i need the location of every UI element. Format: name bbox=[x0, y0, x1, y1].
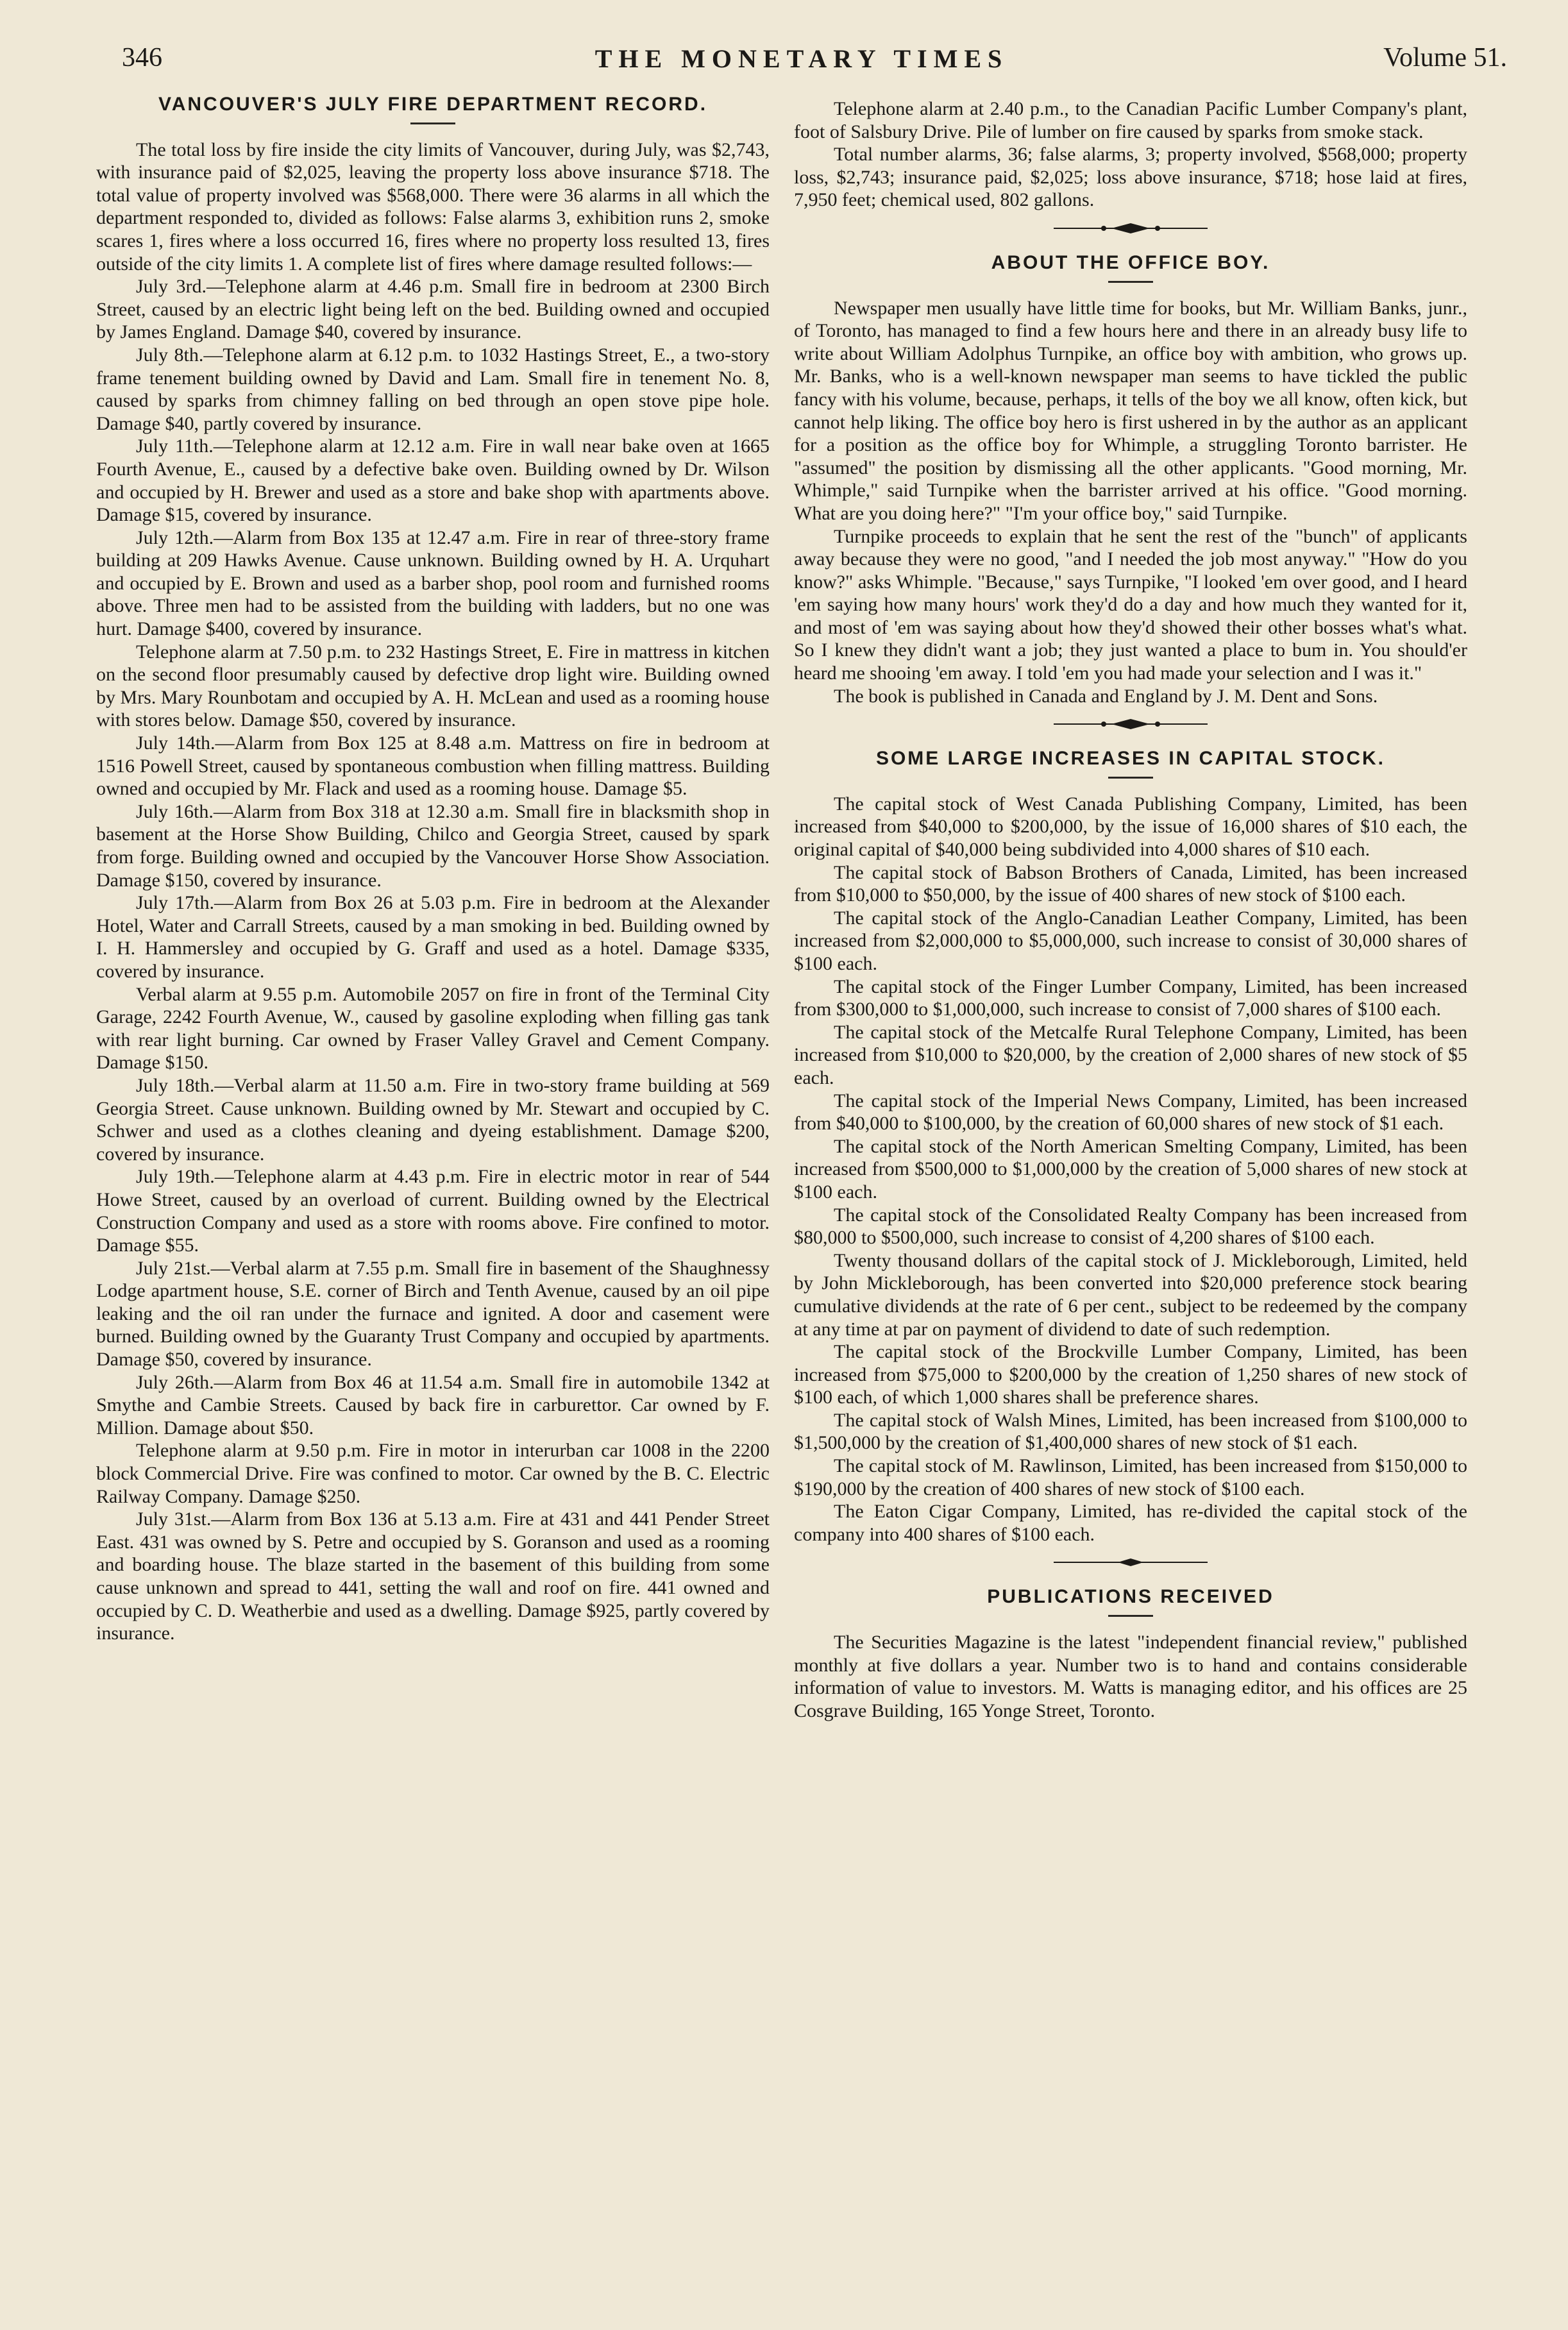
vancouver-paragraph: Telephone alarm at 7.50 p.m. to 232 Hastings Street, E. Fire in mattress in kitchen on the second floor presumably caused by defective drop light wire. Building owned by Mrs. Mary Rounbotam and occupied by A. H. McLean and used as a rooming house with stores below. Damage $50, covered by insurance. bbox=[96, 641, 770, 731]
ornamental-rule-icon bbox=[794, 1552, 1467, 1569]
capital-stock-paragraph: The capital stock of the Metcalfe Rural Telephone Company, Limited, has been increased from $10,000 to $20,000, by the creation of 2,000 shares of new stock of $5 each. bbox=[794, 1021, 1467, 1088]
magazine-page bbox=[96, 38, 1507, 2309]
vancouver-paragraph: July 31st.—Alarm from Box 136 at 5.13 a.m. Fire at 431 and 441 Pender Street East. 431 was owned by S. Petre and occupied by S. Goranson and used as a rooming and boarding house. The blaze started in the basement of this building from some cause unknown and spread to 441, setting the wall and roof on fire. 441 owned and occupied by C. D. Weatherbie and used as a dwelling. Damage $925, partly covered by insurance. bbox=[96, 1508, 770, 1644]
vancouver-paragraph: July 17th.—Alarm from Box 26 at 5.03 p.m. Fire in bedroom at the Alexander Hotel, Water and Carrall Streets, caused by a man smoking in bed. Building owned by I. H. Hammersley and occupied by G. Graff and used as a hotel. Damage $335, covered by insurance. bbox=[96, 892, 770, 982]
publications-heading: PUBLICATIONS RECEIVED bbox=[987, 1586, 1274, 1608]
capital-stock-paragraph: Twenty thousand dollars of the capital stock of J. Mickleborough, Limited, held by John Mickleborough, has been converted into $20,000 preference stock bearing cumulative dividends at the rate of 6 per cent., subject to be redeemed by the company at any time at par on payment of dividend to date of such redemption. bbox=[794, 1249, 1467, 1340]
capital-stock-paragraph: The capital stock of West Canada Publishing Company, Limited, has been increased from $40,000 to $200,000, by the issue of 16,000 shares of $10 each, the original capital of $40,000 being subdivided into 4,000 shares of $10 each. bbox=[794, 793, 1467, 861]
capital-stock-paragraph: The capital stock of the Anglo-Canadian Leather Company, Limited, has been increased from $2,000,000 to $5,000,000, such increase to consist of 30,000 shares of $100 each. bbox=[794, 907, 1467, 974]
publications-paragraph: The Securities Magazine is the latest "independent financial review," published monthly at five dollars a year. Number two is to hand and contains considerable information of value to investors. M. Watts is managing editor, and his offices are 25 Cosgrave Building, 165 Yonge Street, Toronto. bbox=[794, 1632, 1467, 1721]
capital-stock-paragraph: The capital stock of Babson Brothers of Canada, Limited, has been increased from $10,000 to $50,000, by the issue of 400 shares of new stock of $100 each. bbox=[794, 861, 1467, 906]
page-header bbox=[96, 38, 1507, 77]
vancouver-paragraph: July 8th.—Telephone alarm at 6.12 p.m. to 1032 Hastings Street, E., a two-story frame tenement building owned by David and Lam. Small fire in tenement No. 8, caused by sparks from chimney falling on bed through an open stove pipe hole. Damage $40, partly covered by insurance. bbox=[96, 344, 770, 434]
office-boy-paragraph: Turnpike proceeds to explain that he sent the rest of the "bunch" of applicants away because they were no good, "and I needed the job most anyway." "How do you know?" asks Whimple. "Because," says Turnpike, "I looked 'em over good, and I heard 'em saying how many hours' work they'd do a day and how much they wanted for it, and most of 'em was saying about how they'd showed their other bosses what's what. So I knew they didn't want a job; they just wanted a place to bum in. You should'er heard me shooing 'em away. I told 'em you had made your selection and I was it." bbox=[794, 525, 1467, 684]
capital-stock-paragraph: The capital stock of the Finger Lumber Company, Limited, has been increased from $300,000 to $1,000,000, such increase to consist of 7,000 shares of $100 each. bbox=[794, 975, 1467, 1020]
vancouver-paragraph: July 16th.—Alarm from Box 318 at 12.30 a.m. Small fire in blacksmith shop in basement at the Horse Show Building, Chilco and Georgia Street, caused by spark from forge. Building owned and occupied by the Vancouver Horse Show Association. Damage $150, covered by insurance. bbox=[96, 800, 770, 891]
vancouver-paragraph: July 26th.—Alarm from Box 46 at 11.54 a.m. Small fire in automobile 1342 at Smythe and Cambie Streets. Caused by back fire in carburettor. Car owned by F. Million. Damage about $50. bbox=[96, 1371, 770, 1439]
capital-stock-heading: SOME LARGE INCREASES IN CAPITAL STOCK. bbox=[875, 748, 1386, 770]
vancouver-heading: VANCOUVER'S JULY FIRE DEPARTMENT RECORD. bbox=[158, 94, 708, 115]
right-column bbox=[794, 97, 1467, 1722]
capital-stock-paragraph: The capital stock of the Brockville Lumber Company, Limited, has been increased from $75,000 to $200,000 by the creation of 1,250 shares of new stock of $100 each, of which 1,000 shares shall be preference shares. bbox=[794, 1341, 1467, 1408]
journal-title: THE MONETARY TIMES bbox=[594, 44, 1009, 73]
vancouver-paragraph: July 12th.—Alarm from Box 135 at 12.47 a.m. Fire in rear of three-story frame building at 209 Hawks Avenue. Cause unknown. Building owned by H. A. Urquhart and occupied by E. Brown and used as a barber shop, pool room and furnished rooms above. Three men had to be assisted from the building with ladders, but no one was hurt. Damage $400, covered by insurance. bbox=[96, 527, 770, 640]
capital-stock-paragraph: The capital stock of the Imperial News Company, Limited, has been increased from $40,000 to $100,000, by the creation of 60,000 shares of new stock of $1 each. bbox=[794, 1090, 1467, 1135]
vancouver-paragraph: July 19th.—Telephone alarm at 4.43 p.m. Fire in electric motor in rear of 544 Howe Street, caused by an overload of current. Building owned by the Electrical Construction Company and used as a store with rooms above. Fire confined to motor. Damage $55. bbox=[96, 1166, 770, 1256]
ornamental-rule-icon bbox=[794, 714, 1467, 730]
volume-label: Volume 51. bbox=[1383, 43, 1507, 72]
left-column bbox=[96, 93, 770, 1645]
vancouver-continued-paragraph: Total number alarms, 36; false alarms, 3; property involved, $568,000; property loss, $2,743; insurance paid, $2,025; loss above insurance, $718; hose laid at fires, 7,950 feet; chemical used, 802 gallons. bbox=[794, 144, 1467, 211]
vancouver-paragraph: July 18th.—Verbal alarm at 11.50 a.m. Fire in two-story frame building at 569 Georgia Street. Cause unknown. Building owned by Mr. Stewart and occupied by C. Schwer and used as a clothes cleaning and dyeing establishment. Damage $200, covered by insurance. bbox=[96, 1074, 770, 1165]
vancouver-paragraph: July 11th.—Telephone alarm at 12.12 a.m. Fire in wall near bake oven at 1665 Fourth Avenue, E., caused by a defective bake oven. Building owned by Dr. Wilson and occupied by H. Brewer and used as a store and bake shop with apartments above. Damage $15, covered by insurance. bbox=[96, 435, 770, 526]
vancouver-paragraph: Telephone alarm at 9.50 p.m. Fire in motor in interurban car 1008 in the 2200 block Commercial Drive. Fire was confined to motor. Car owned by the B. C. Electric Railway Company. Damage $250. bbox=[96, 1440, 770, 1507]
office-boy-paragraph: Newspaper men usually have little time for books, but Mr. William Banks, junr., of Toronto, has managed to find a few hours here and there in an already busy life to write about William Adolphus Turnpike, an office boy with ambition, who grows up. Mr. Banks, who is a well-known newspaper man seems to have tickled the public fancy with his volume, because, perhaps, it tells of the boy we all know, often kick, but cannot help liking. The office boy hero is first ushered in by the author as an applicant for a position as the office boy for Whimple, a struggling Toronto barrister. He "assumed" the position by dismissing all the other applicants. "Good morning, Mr. Whimple," said Turnpike when the barrister arrived at his office. "Good morning. What are you doing here?" "I'm your office boy," said Turnpike. bbox=[794, 297, 1467, 524]
vancouver-paragraph: July 14th.—Alarm from Box 125 at 8.48 a.m. Mattress on fire in bedroom at 1516 Powell Street, caused by spontaneous combustion when filling mattress. Building owned and occupied by Mr. Flack and used as a rooming house. Damage $5. bbox=[96, 732, 770, 800]
vancouver-continued-paragraph: Telephone alarm at 2.40 p.m., to the Canadian Pacific Lumber Company's plant, foot of Salsbury Drive. Pile of lumber on fire caused by sparks from smoke stack. bbox=[794, 98, 1467, 142]
ornamental-rule-icon bbox=[794, 218, 1467, 235]
capital-stock-paragraph: The capital stock of the North American Smelting Company, Limited, has been increased from $500,000 to $1,000,000 by the creation of 5,000 shares of new stock at $100 each. bbox=[794, 1135, 1467, 1203]
heading-rule bbox=[1108, 281, 1153, 283]
vancouver-paragraph: The total loss by fire inside the city limits of Vancouver, during July, was $2,743, with insurance paid of $2,025, leaving the property loss above insurance $718. The total value of property involved was $568,000. There were 36 alarms in all which the department responded to, divided as follows: False alarms 3, exhibition runs 2, smoke scares 1, fires where a loss occurred 16, fires where no property loss resulted 13, fires outside of the city limits 1. A complete list of fires where damage resulted follows:— bbox=[96, 139, 770, 274]
vancouver-paragraph: Verbal alarm at 9.55 p.m. Automobile 2057 on fire in front of the Terminal City Garage, 2242 Fourth Avenue, W., caused by gasoline exploding when filling gas tank with rear light burning. Car owned by Fraser Valley Gravel and Cement Company. Damage $150. bbox=[96, 983, 770, 1074]
vancouver-paragraph: July 21st.—Verbal alarm at 7.55 p.m. Small fire in basement of the Shaughnessy Lodge apartment house, S.E. corner of Birch and Tenth Avenue, caused by an oil pipe leaking and the oil ran under the furnace and ignited. A door and casement were burned. Building owned by the Guaranty Trust Company and occupied by apartments. Damage $50, covered by insurance. bbox=[96, 1257, 770, 1371]
capital-stock-paragraph: The capital stock of the Consolidated Realty Company has been increased from $80,000 to $500,000, such increase to consist of 4,200 shares of $100 each. bbox=[794, 1204, 1467, 1249]
capital-stock-paragraph: The Eaton Cigar Company, Limited, has re-divided the capital stock of the company into 400 shares of $100 each. bbox=[794, 1501, 1467, 1545]
heading-rule bbox=[1108, 1615, 1153, 1617]
vancouver-paragraph: July 3rd.—Telephone alarm at 4.46 p.m. Small fire in bedroom at 2300 Birch Street, caused by an electric light being left on the bed. Building owned and occupied by James England. Damage $40, covered by insurance. bbox=[96, 276, 770, 343]
capital-stock-paragraph: The capital stock of M. Rawlinson, Limited, has been increased from $150,000 to $190,000 by the creation of 400 shares of new stock of $100 each. bbox=[794, 1455, 1467, 1499]
office-boy-heading: ABOUT THE OFFICE BOY. bbox=[991, 251, 1270, 273]
page-number: 346 bbox=[122, 43, 162, 72]
heading-rule bbox=[1108, 777, 1153, 779]
office-boy-paragraph: The book is published in Canada and England by J. M. Dent and Sons. bbox=[834, 685, 1378, 707]
capital-stock-paragraph: The capital stock of Walsh Mines, Limited, has been increased from $100,000 to $1,500,000 by the creation of $1,400,000 shares of new stock of $1 each. bbox=[794, 1409, 1467, 1454]
heading-rule bbox=[410, 122, 455, 124]
